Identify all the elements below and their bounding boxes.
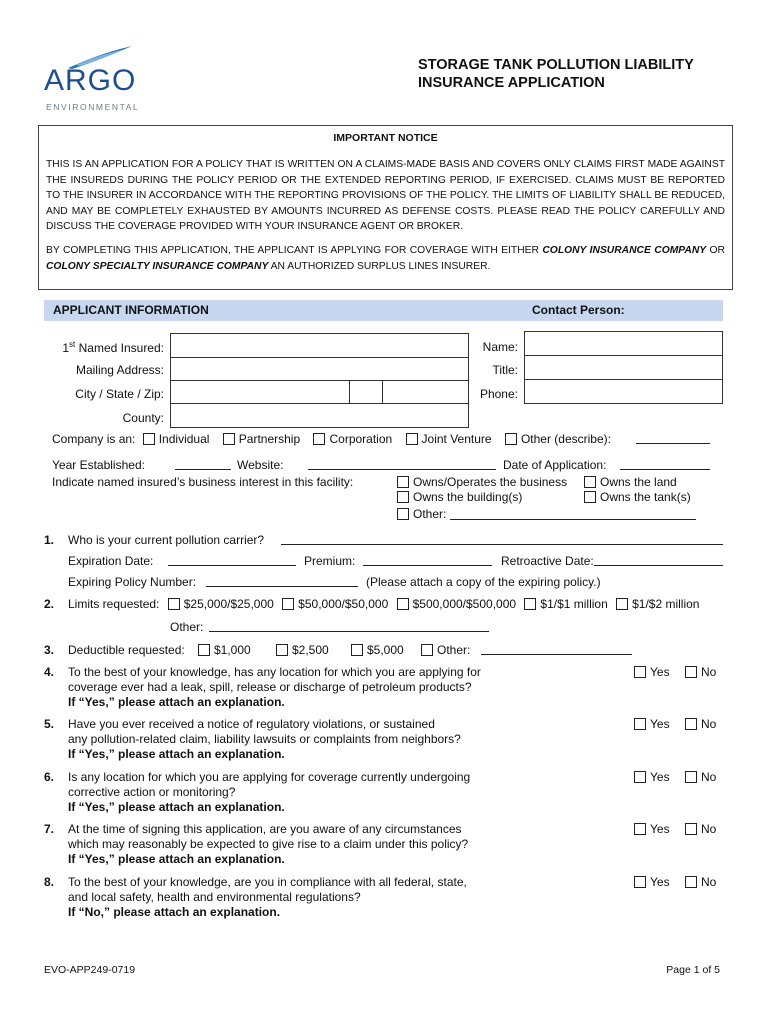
deductible-2500-checkbox[interactable] [276, 644, 288, 656]
yes-checkbox[interactable] [634, 771, 646, 783]
deductible-other-input[interactable] [481, 643, 632, 655]
current-carrier-input[interactable] [281, 533, 723, 545]
question-text: To the best of your knowledge, are you in compliance with all federal, state, and local safety, health and environmental regulations? If “No,” please attach an explanation. [68, 875, 467, 919]
notice-p2-post: AN AUTHORIZED SURPLUS LINES INSURER. [268, 260, 491, 272]
title-line-2: INSURANCE APPLICATION [418, 75, 605, 91]
limit-25k-checkbox[interactable] [168, 598, 180, 610]
logo-subtitle: ENVIRONMENTAL [46, 102, 140, 112]
limit-2m-checkbox[interactable] [616, 598, 628, 610]
expiring-policy-number-input[interactable] [206, 575, 358, 587]
website-label: Website: [237, 458, 284, 472]
individual-checkbox[interactable] [143, 433, 155, 445]
question-number: 6. [44, 770, 55, 784]
expiration-date-input[interactable] [168, 554, 296, 566]
interest-other-input[interactable] [450, 508, 696, 520]
year-established-label: Year Established: [52, 458, 145, 472]
yes-checkbox[interactable] [634, 823, 646, 835]
notice-paragraph-2 [46, 243, 725, 274]
deductible-label: Deductible requested: [68, 643, 185, 657]
no-checkbox[interactable] [685, 876, 697, 888]
expiring-policy-number-label: Expiring Policy Number: [68, 575, 197, 589]
question-text: Have you ever received a notice of regulatory violations, or sustained any pollution-related claim, liability lawsuits or complaints from neighbors? If “Yes,” please attach an explanation. [68, 717, 461, 761]
interest-owns-tank-option[interactable]: Owns the tank(s) [584, 490, 691, 504]
date-of-application-input[interactable] [620, 458, 710, 470]
limits-other-label: Other: [170, 620, 204, 634]
question-number: 7. [44, 822, 55, 836]
question-6-no[interactable]: No [685, 770, 716, 784]
question-8-yes[interactable]: Yes [634, 875, 670, 889]
limit-1m-option[interactable]: $1/$1 million [524, 597, 607, 611]
named-insured-input[interactable] [170, 333, 469, 358]
partnership-checkbox[interactable] [223, 433, 235, 445]
company-type-row [52, 432, 615, 446]
question-5-no[interactable]: No [685, 717, 716, 731]
county-input[interactable] [170, 403, 469, 428]
q3-number: 3. [44, 643, 55, 657]
limit-25k-option[interactable]: $25,000/$25,000 [168, 597, 274, 611]
deductible-5000-option[interactable]: $5,000 [351, 643, 404, 657]
business-interest-label: Indicate named insured’s business interest in this facility: [52, 475, 354, 489]
other-company-checkbox[interactable] [505, 433, 517, 445]
company-other-option[interactable]: Other (describe): [505, 432, 611, 446]
question-6-yes[interactable]: Yes [634, 770, 670, 784]
limit-50k-checkbox[interactable] [282, 598, 294, 610]
contact-title-input[interactable] [524, 355, 723, 380]
premium-label: Premium: [304, 554, 356, 568]
expiration-date-label: Expiration Date: [68, 554, 154, 568]
owns-tank-checkbox[interactable] [584, 491, 596, 503]
corporation-checkbox[interactable] [313, 433, 325, 445]
limit-50k-option[interactable]: $50,000/$50,000 [282, 597, 388, 611]
premium-input[interactable] [363, 554, 492, 566]
q2-number: 2. [44, 597, 55, 611]
city-state-zip-label: City / State / Zip: [75, 387, 164, 401]
company-other-describe-input[interactable] [636, 432, 710, 444]
mailing-address-input[interactable] [170, 357, 469, 381]
year-established-input[interactable] [175, 458, 231, 470]
company-corporation-option[interactable]: Corporation [313, 432, 392, 446]
named-insured-label: 1st Named Insured: [62, 340, 164, 355]
deductible-1000-option[interactable]: $1,000 [198, 643, 251, 657]
contact-phone-input[interactable] [524, 379, 723, 404]
contact-person-heading: Contact Person: [532, 303, 625, 317]
deductible-other-option[interactable]: Other: [421, 643, 470, 657]
interest-owns-building-option[interactable]: Owns the building(s) [397, 490, 522, 504]
interest-other-checkbox[interactable] [397, 508, 409, 520]
company-individual-option[interactable]: Individual [143, 432, 210, 446]
notice-company-2: COLONY SPECIALTY INSURANCE COMPANY [46, 260, 269, 272]
notice-p2-pre: BY COMPLETING THIS APPLICATION, THE APPLICANT IS APPLYING FOR COVERAGE WITH EITHER [46, 244, 543, 256]
city-input[interactable] [170, 380, 350, 404]
question-4-yes[interactable]: Yes [634, 665, 670, 679]
notice-p2-or: OR [706, 244, 725, 256]
q1-number: 1. [44, 533, 55, 547]
interest-other-option[interactable]: Other: [397, 507, 446, 521]
question-text: Is any location for which you are applying for coverage currently undergoing corrective action or monitoring? If “Yes,” please attach an explanation. [68, 770, 471, 814]
limit-2m-option[interactable]: $1/$2 million [616, 597, 699, 611]
question-text: At the time of signing this application, are you aware of any circumstances which may reasonably be expected to give rise to a claim under this policy? If “Yes,” please attach an explanation. [68, 822, 469, 866]
form-code: EVO-APP249-0719 [44, 964, 136, 976]
interest-owns-land-option[interactable]: Owns the land [584, 475, 677, 489]
notice-company-1: COLONY INSURANCE COMPANY [542, 244, 707, 256]
deductible-5000-checkbox[interactable] [351, 644, 363, 656]
no-checkbox[interactable] [685, 823, 697, 835]
applicant-section-bar [44, 300, 723, 321]
notice-heading: IMPORTANT NOTICE [333, 132, 438, 144]
retroactive-date-label: Retroactive Date: [501, 554, 594, 568]
company-joint-venture-option[interactable]: Joint Venture [406, 432, 492, 446]
attach-policy-note: (Please attach a copy of the expiring policy.) [366, 575, 601, 589]
contact-title-label: Title: [492, 363, 518, 377]
question-8-no[interactable]: No [685, 875, 716, 889]
logo-wordmark: ARGO [44, 64, 137, 97]
state-input[interactable] [349, 380, 383, 404]
owns-building-checkbox[interactable] [397, 491, 409, 503]
limit-1m-checkbox[interactable] [524, 598, 536, 610]
interest-owns-operates-option[interactable]: Owns/Operates the business [397, 475, 567, 489]
limits-requested-label: Limits requested: [68, 597, 160, 611]
question-number: 5. [44, 717, 55, 731]
owns-operates-checkbox[interactable] [397, 476, 409, 488]
website-input[interactable] [308, 458, 496, 470]
applicant-section-heading: APPLICANT INFORMATION [53, 303, 209, 317]
title-line-1: STORAGE TANK POLLUTION LIABILITY [418, 57, 694, 73]
joint-venture-checkbox[interactable] [406, 433, 418, 445]
question-7-yes[interactable]: Yes [634, 822, 670, 836]
deductible-1000-checkbox[interactable] [198, 644, 210, 656]
company-type-label: Company is an: [52, 432, 136, 446]
no-checkbox[interactable] [685, 771, 697, 783]
yes-checkbox[interactable] [634, 876, 646, 888]
contact-name-input[interactable] [524, 331, 723, 356]
question-text: To the best of your knowledge, has any location for which you are applying for coverage ever had a leak, spill, release or discharge of petroleum products? If “Yes,” please attach an explanation. [68, 665, 481, 709]
retroactive-date-input[interactable] [594, 554, 723, 566]
q1-text: Who is your current pollution carrier? [68, 533, 265, 547]
owns-land-checkbox[interactable] [584, 476, 596, 488]
deductible-2500-option[interactable]: $2,500 [276, 643, 329, 657]
question-4-no[interactable]: No [685, 665, 716, 679]
mailing-address-label: Mailing Address: [75, 363, 164, 377]
yes-checkbox[interactable] [634, 718, 646, 730]
no-checkbox[interactable] [685, 666, 697, 678]
limits-requested-row [68, 597, 699, 611]
contact-phone-label: Phone: [479, 387, 518, 401]
page-number: Page 1 of 5 [666, 964, 720, 976]
notice-paragraph-1: THIS IS AN APPLICATION FOR A POLICY THAT IS WRITTEN ON A CLAIMS-MADE BASIS AND COVERS ONLY CLAIMS FIRST MADE AGAINST THE INSUREDS DURING THE POLICY PERIOD OR THE EXTENDED REPORTING PERIOD, IF EXERCISED. CLAIMS MUST BE REPORTED TO THE INSURER IN ACCORDANCE WITH THE REPORTING PROVISIONS OF THE POLICY. THE LIMITS OF LIABILITY SHALL BE REDUCED, AND MAY BE COMPLETELY EXHAUSTED BY AMOUNTS INCURRED AS DEFENSE COSTS. PLEASE READ THE POLICY CAREFULLY AND DISCUSS THE COVERAGE PROVIDED WITH YOUR INSURANCE AGENT OR BROKER. [46, 159, 725, 233]
contact-name-label: Name: [482, 340, 518, 354]
limit-500k-option[interactable]: $500,000/$500,000 [397, 597, 516, 611]
company-partnership-option[interactable]: Partnership [223, 432, 300, 446]
no-checkbox[interactable] [685, 718, 697, 730]
document-title [418, 56, 738, 92]
question-7-no[interactable]: No [685, 822, 716, 836]
argo-logo [44, 44, 144, 114]
question-5-yes[interactable]: Yes [634, 717, 670, 731]
question-number: 4. [44, 665, 55, 679]
important-notice-box [38, 125, 733, 290]
deductible-other-checkbox[interactable] [421, 644, 433, 656]
question-number: 8. [44, 875, 55, 889]
zip-input[interactable] [382, 380, 469, 404]
yes-checkbox[interactable] [634, 666, 646, 678]
county-label: County: [122, 411, 164, 425]
limits-other-input[interactable] [209, 620, 489, 632]
date-of-application-label: Date of Application: [503, 458, 607, 472]
limit-500k-checkbox[interactable] [397, 598, 409, 610]
